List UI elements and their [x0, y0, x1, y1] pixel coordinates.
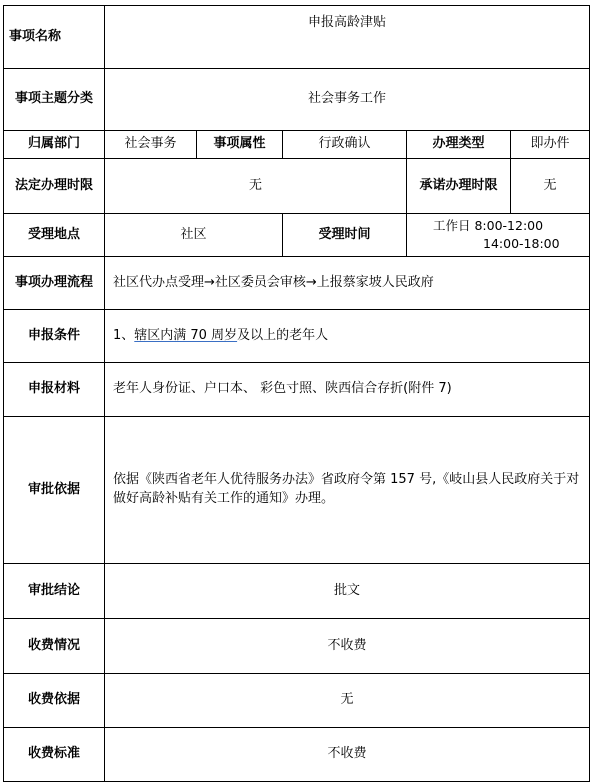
- place-value: 社区: [105, 214, 283, 257]
- conditions-value: [105, 310, 590, 363]
- row-fee-basis: [4, 674, 590, 728]
- promise-time-limit-label: 承诺办理时限: [407, 159, 511, 214]
- row-place: [4, 214, 590, 257]
- accept-time-label: 受理时间: [283, 214, 407, 257]
- legal-time-limit-value: 无: [105, 159, 407, 214]
- row-basis: [4, 417, 590, 564]
- fee-basis-value: 无: [105, 674, 590, 728]
- item-name-value: 申报高龄津贴: [105, 6, 590, 69]
- fee-standard-value: 不收费: [105, 728, 590, 782]
- dept-label: 归属部门: [4, 131, 105, 159]
- row-time-limit: [4, 159, 590, 214]
- row-item-name: [4, 6, 590, 69]
- result-value: 批文: [105, 564, 590, 619]
- fee-standard-label: 收费标准: [4, 728, 105, 782]
- application-form-table: [3, 5, 590, 782]
- process-label: 事项办理流程: [4, 257, 105, 310]
- row-conditions: [4, 310, 590, 363]
- conditions-prefix: 1、: [113, 327, 135, 343]
- fee-status-label: 收费情况: [4, 619, 105, 674]
- materials-value: 老年人身份证、户口本、 彩色寸照、陕西信合存折(附件 7): [105, 363, 590, 417]
- row-fee-standard: [4, 728, 590, 782]
- row-process: [4, 257, 590, 310]
- basis-label: 审批依据: [4, 417, 105, 564]
- attr-value: 行政确认: [283, 131, 407, 159]
- conditions-underlined-text: 辖区内满 70 周岁: [134, 327, 238, 343]
- process-value: 社区代办点受理→社区委员会审核→上报蔡家坡人民政府: [105, 257, 590, 310]
- conditions-label: 申报条件: [4, 310, 105, 363]
- place-label: 受理地点: [4, 214, 105, 257]
- legal-time-limit-label: 法定办理时限: [4, 159, 105, 214]
- theme-value: 社会事务工作: [105, 69, 590, 131]
- row-result: [4, 564, 590, 619]
- promise-time-limit-value: 无: [511, 159, 590, 214]
- basis-value: 依据《陕西省老年人优待服务办法》省政府令第 157 号,《岐山县人民政府关于对做好高龄补贴有关工作的通知》办理。: [105, 417, 590, 564]
- accept-time-line-1: 工作日 8:00-12:00: [433, 217, 544, 233]
- item-name-label: 事项名称: [4, 6, 105, 69]
- accept-time-value: [407, 214, 590, 257]
- dept-value: 社会事务: [105, 131, 197, 159]
- type-label: 办理类型: [407, 131, 511, 159]
- type-value: 即办件: [511, 131, 590, 159]
- row-dept: [4, 131, 590, 159]
- attr-label: 事项属性: [197, 131, 283, 159]
- fee-status-value: 不收费: [105, 619, 590, 674]
- result-label: 审批结论: [4, 564, 105, 619]
- fee-basis-label: 收费依据: [4, 674, 105, 728]
- row-theme: [4, 69, 590, 131]
- accept-time-line-2: 14:00-18:00: [483, 236, 560, 251]
- row-fee-status: [4, 619, 590, 674]
- row-materials: [4, 363, 590, 417]
- theme-label: 事项主题分类: [4, 69, 105, 131]
- conditions-suffix: 及以上的老年人: [237, 327, 329, 343]
- materials-label: 申报材料: [4, 363, 105, 417]
